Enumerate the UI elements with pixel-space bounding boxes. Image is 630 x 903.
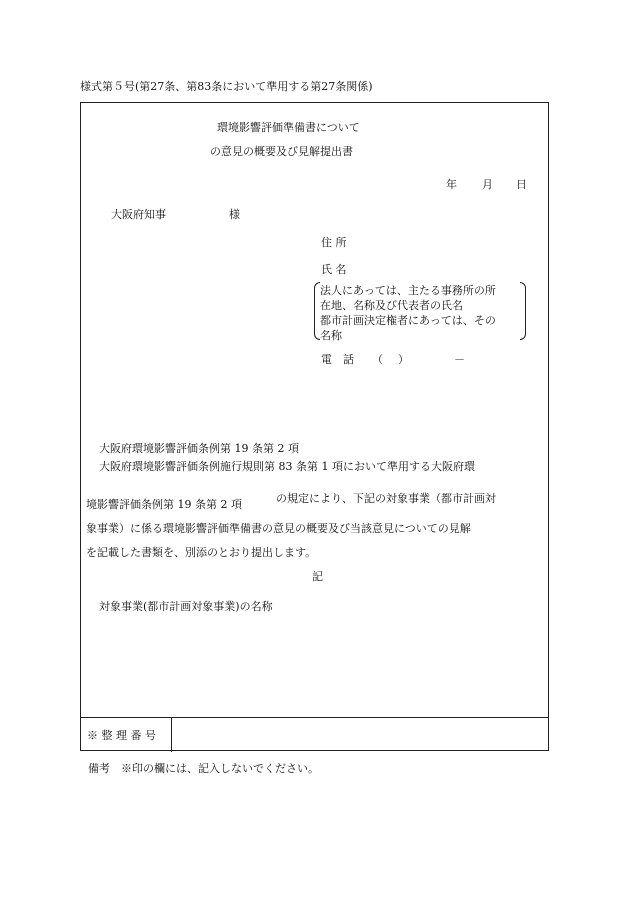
body-text-1: の規定により、下記の対象事業（都市計画対 [276,492,496,505]
project-name-label: 対象事業(都市計画対象事業)の名称 [99,600,273,613]
applicant-note [314,282,526,342]
date-day: 日 [516,178,527,191]
addressee-name: 大阪府知事 [111,208,166,221]
reference-number-label: ※ 整 理 番 号 [87,729,156,742]
body-text-3: を記載した書類を、別添のとおり提出します。 [86,546,317,559]
basis-line-3: 境影響評価条例第 19 条第 2 項 [86,498,242,511]
applicant-note-line-2: 在地、名称及び代表者の氏名 [320,299,463,312]
remarks-note: 備考 ※印の欄には、記入しないでください。 [88,762,319,775]
phone-close-paren: ） [398,353,409,366]
basis-line-2: 大阪府環境影響評価条例施行規則第 83 条第 1 項において準用する大阪府環 [99,460,475,473]
form-number: 様式第５号(第27条、第83条において準用する第27条関係) [80,80,373,93]
applicant-note-line-4: 名称 [320,329,342,342]
phone-open-paren: （ [372,353,383,366]
address-label: 住 所 [321,236,347,249]
reference-number-divider [171,718,172,752]
name-label: 氏 名 [321,263,347,276]
basis-line-1: 大阪府環境影響評価条例第 19 条第 2 項 [99,442,299,455]
reference-number-row [81,717,548,752]
addressee-honorific: 様 [229,208,240,221]
body-text-2: 象事業）に係る環境影響評価準備書の意見の概要及び当該意見についての見解 [86,522,471,535]
ki-heading: 記 [312,570,323,583]
phone-dash: － [454,353,465,366]
applicant-note-text [320,283,496,343]
title-line-1: 環境影響評価準備書について [217,121,360,134]
date-month: 月 [482,178,493,191]
applicant-note-line-1: 法人にあっては、主たる事務所の所 [320,284,496,297]
form-frame [80,102,549,751]
right-bracket [520,282,526,340]
date-year: 年 [446,178,457,191]
phone-label: 電 話 [321,353,354,366]
applicant-note-line-3: 都市計画決定権者にあっては、その [320,314,496,327]
title-line-2: の意見の概要及び見解提出書 [210,145,353,158]
